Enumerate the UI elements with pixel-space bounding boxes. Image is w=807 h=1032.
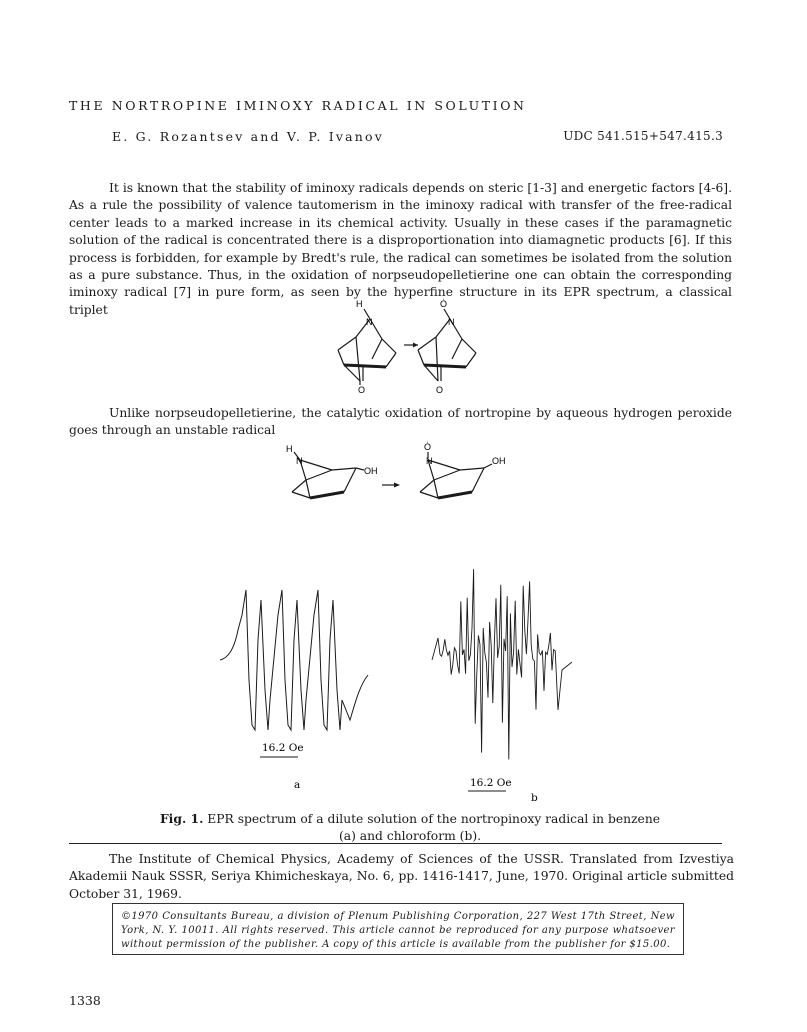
paragraph-2: Unlike norpseudopelletierine, the catalytic oxidation of nortropine by aqueous hydrogen peroxide goes through an unstable radical <box>69 406 732 438</box>
page-number: 1338 <box>69 993 101 1008</box>
figure-caption-text: EPR spectrum of a dilute solution of the nortropinoxy radical in benzene (a) and chloroform (b). <box>207 812 661 843</box>
epr-spectrum-b-trace <box>432 569 572 759</box>
scheme-2-left-h-atom: H <box>286 444 293 454</box>
figure-caption <box>150 810 670 845</box>
scheme-2-right-o-radical: Ȯ <box>424 442 432 452</box>
panel-label-a: a <box>294 779 301 791</box>
epr-spectra-figure <box>200 520 600 805</box>
scheme-1-structures <box>320 295 500 395</box>
panel-label-b: b <box>531 792 538 804</box>
scheme-1-left-n-atom: N <box>366 317 373 327</box>
scale-label-a: 16.2 Oe <box>262 742 304 754</box>
scheme-1-left-h-atom: H <box>356 299 363 309</box>
paragraph-1: It is known that the stability of iminoxy radicals depends on steric [1-3] and energetic factors [4-6]. As a rule the possibility of valence tautomerism in the iminoxy radical with transfer of the free-radical center leads to a marked increase in its chemical activity. Usually in these cases if the paramagnetic solution of the radical is concentrated there is a disproportionation into diamagnetic products [6]. If this process is forbidden, for example by Bredt's rule, the radical can sometimes be isolated from the solution as a pure substance. Thus, in the oxidation of norpseudopelletierine one can obtain the corresponding iminoxy radical [7] in pure form, as seen by the hyperfine structure in its EPR spectrum, a classical triplet <box>69 181 732 317</box>
udc-code: UDC 541.515+547.415.3 <box>563 129 723 143</box>
affiliation-note: The Institute of Chemical Physics, Academy of Sciences of the USSR. Translated from Izvestiya Akademii Nauk SSSR, Seriya Khimicheskaya, No. 6, pp. 1416-1417, June, 1970. Original article submitted October 31, 1969. <box>69 852 734 901</box>
scheme-2-right-oh-group: OH <box>492 456 506 466</box>
footnote-divider <box>69 843 722 844</box>
scale-label-b: 16.2 Oe <box>470 777 512 789</box>
scheme-1-right-n-atom: N <box>448 317 455 327</box>
copyright-notice: ©1970 Consultants Bureau, a division of Plenum Publishing Corporation, 227 West 17th Street, New York, N. Y. 10011. All rights reserved. This article cannot be reproduced for any purpose whatsoever without permission of the publisher. A copy of this article is available from the publisher for $15.00. <box>112 903 684 955</box>
scheme-1-right-o-radical: Ȯ <box>440 299 448 309</box>
epr-spectrum-a-trace <box>220 590 368 730</box>
scheme-1-left-o-atom: O <box>358 385 366 395</box>
scheme-1-right-o-atom: O <box>436 385 444 395</box>
authors: E. G. Rozantsev and V. P. Ivanov <box>112 129 385 144</box>
figure-caption-prefix: Fig. 1. <box>159 811 204 826</box>
scheme-2-right-n-atom: N <box>426 456 433 466</box>
scheme-2-left-oh-group: OH <box>364 466 378 476</box>
scheme-2-left-n-atom: N <box>296 456 303 466</box>
article-title: THE NORTROPINE IMINOXY RADICAL IN SOLUTION <box>69 98 527 113</box>
scheme-2-structures <box>282 440 522 515</box>
